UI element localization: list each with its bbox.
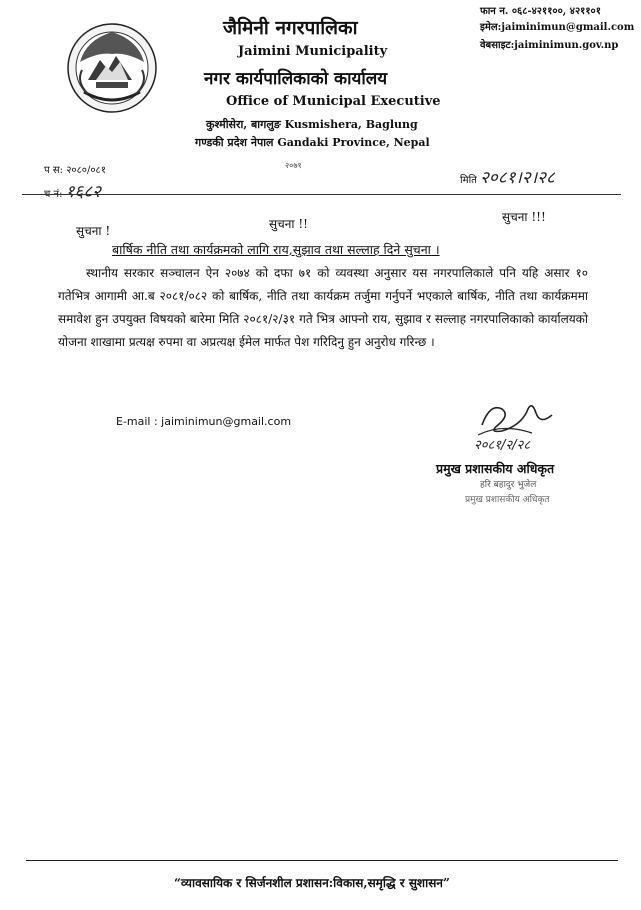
- municipality-logo-emblem: [66, 22, 158, 114]
- contact-phone: फान न. ०६८-४२११००, ४२११०१: [480, 6, 601, 17]
- signature-date: २०८१/२/२८: [474, 438, 531, 453]
- date-ref: [460, 165, 555, 188]
- signatory-name: हरि बहादुर भुजेल: [480, 480, 537, 490]
- contact-website: वेबसाइट:jaiminimun.gov.np: [480, 40, 619, 51]
- cn-label: च नं:: [44, 189, 63, 200]
- municipality-name-english: Jaimini Municipality: [238, 44, 388, 59]
- notice-label-1: सुचना !: [76, 224, 111, 238]
- notice-body: स्थानीय सरकार सञ्चालन ऐन २०७४ को दफा ७१ को व्यवस्था अनुसार यस नगरपालिकाले पनि यहि असार १० गतेभित्र आगामी आ.ब २०८१/०८२ को बार्षिक, नीति तथा कार्यक्रम तर्जुमा गर्नुपर्ने भएकाले बार्षिक, नीति तथा कार्यक्रममा समावेश हुन उपयुक्त विषयको बारेमा मिति २०८१/२/३१ गते भित्र आफ्नो राय, सुझाव र सल्लाह नगरपालिकाको कार्यालयको योजना शाखामा प्रत्यक्ष रुपमा वा अप्रत्यक्ष ईमेल मार्फत पेश गरिदिनु हुन अनुरोध गरिन्छ ।: [58, 266, 588, 349]
- email-line: E-mail : jaiminimun@gmail.com: [116, 415, 292, 428]
- signatory-title: प्रमुख प्रशासकीय अधिकृत: [436, 461, 555, 476]
- cn-value: १६८२: [65, 182, 102, 202]
- signature-scribble: [462, 395, 570, 455]
- contact-email: इमेल:jaiminimun@gmail.com: [480, 22, 635, 33]
- office-address: कुश्मीसेरा, बागलुङ Kusmishera, Baglung: [206, 118, 418, 131]
- notice-label-2: सुचना !!: [269, 217, 308, 231]
- office-name-nepali: नगर कार्यपालिकाको कार्यालय: [204, 69, 388, 89]
- footer-divider: [26, 860, 618, 861]
- ps-value: २०८०/०८१: [66, 165, 106, 176]
- established-year: २०७१: [285, 161, 302, 170]
- footer-slogan: “व्यावसायिक र सिर्जनशील प्रशासन:विकास,समृद्धि र सुशासन”: [174, 876, 450, 890]
- notice-subject: बार्षिक नीति तथा कार्यक्रमको लागि राय,सुझाव तथा सल्लाह दिने सुचना ।: [112, 242, 440, 257]
- date-value: २०८१।२।२८: [480, 168, 555, 188]
- fiscal-year-ref: [44, 162, 106, 176]
- ps-label: प स:: [44, 165, 63, 176]
- dispatch-number-ref: [44, 179, 101, 202]
- municipality-name-nepali: जैमिनी नगरपालिका: [223, 17, 358, 39]
- signatory-stamp-title: प्रमुख प्रशासकीय अधिकृत: [465, 495, 550, 505]
- office-name-english: Office of Municipal Executive: [226, 94, 441, 109]
- notice-label-3: सुचना !!!: [502, 210, 546, 224]
- office-province: गण्डकी प्रदेश नेपाल Gandaki Province, Nepal: [195, 136, 430, 149]
- date-label: मिति: [460, 175, 477, 186]
- header-divider: [22, 194, 621, 195]
